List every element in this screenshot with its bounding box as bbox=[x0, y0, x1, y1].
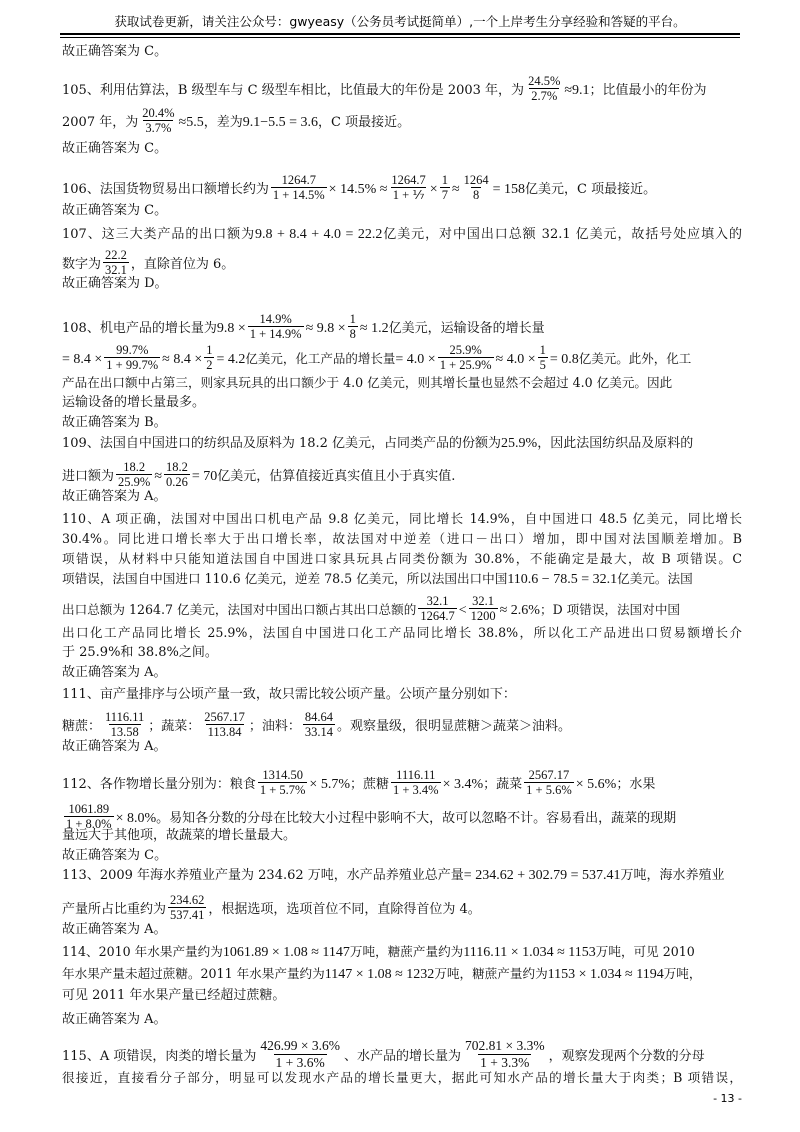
answer-text: 故正确答案为 A。 bbox=[62, 665, 167, 680]
answer-line bbox=[62, 920, 742, 942]
numerator: 1 bbox=[206, 343, 213, 357]
text: ，根据选项，选项首位不同，直除得首位为 4。 bbox=[208, 902, 481, 917]
text: 糖蔗： bbox=[62, 719, 102, 734]
fraction bbox=[104, 343, 160, 372]
text: 115、A 项错误，肉类的增长量为 bbox=[62, 1049, 257, 1064]
denominator: 32.1 bbox=[105, 263, 127, 277]
math: × 8.0% bbox=[115, 811, 157, 826]
text: 107、这三大类产品的出口额为 bbox=[62, 227, 256, 242]
math: 1061.89 × 1.08 ≈ 1147 bbox=[222, 945, 350, 960]
q108-line-1 bbox=[62, 312, 742, 341]
fraction bbox=[303, 710, 335, 739]
denominator: 537.41 bbox=[170, 908, 205, 922]
q110-line-6 bbox=[62, 623, 742, 645]
q110-line-1 bbox=[62, 509, 742, 531]
math: ≈ 8.4 × bbox=[162, 352, 203, 367]
text: 亿美元，化工产品的增长量 bbox=[245, 351, 396, 366]
numerator: 99.7% bbox=[116, 343, 149, 357]
text: 110、A 项正确，法国对中国出口机电产品 9.8 亿美元，同比增长 14.9%，自中国进口 48.5 亿美元，同比增长 bbox=[62, 511, 742, 526]
text: 万吨，糖蔗产量约为 bbox=[434, 966, 548, 981]
fraction bbox=[103, 248, 129, 277]
numerator: 2567.17 bbox=[528, 768, 570, 782]
q113-line-2 bbox=[62, 893, 742, 922]
answer-text: 故正确答案为 A。 bbox=[62, 1012, 167, 1027]
text: 。观察量级，很明显蔗糖＞蔬菜＞油料。 bbox=[337, 719, 572, 734]
text: 亿美元，运输设备的增长量 bbox=[388, 321, 545, 336]
answer-text: 故正确答案为 C。 bbox=[62, 44, 168, 59]
q115-line-1 bbox=[62, 1038, 742, 1070]
denominator: 5 bbox=[539, 358, 546, 372]
math: ≈ bbox=[154, 469, 162, 484]
text: 亿美元，估算值接近真实值且小于真实值. bbox=[217, 469, 456, 484]
denominator: 1 + 3.4% bbox=[393, 783, 439, 797]
numerator: 20.4% bbox=[142, 106, 175, 120]
text: 可见 2011 年水果产量已经超过蔗糖。 bbox=[62, 988, 286, 1003]
text: ；蔗糖 bbox=[349, 777, 389, 792]
answer-line bbox=[62, 487, 742, 509]
numerator: 426.99 × 3.6% bbox=[260, 1038, 340, 1053]
q108-line-3 bbox=[62, 373, 742, 395]
text: 108、机电产品的增长量为 bbox=[62, 321, 217, 336]
q107-line-1 bbox=[62, 225, 742, 247]
answer-text: 故正确答案为 A。 bbox=[62, 489, 167, 504]
q108-line-4 bbox=[62, 393, 742, 415]
denominator: 1 + 3.3% bbox=[480, 1055, 530, 1070]
denominator: 2.7% bbox=[531, 89, 558, 103]
denominator: 1 + 14.5% bbox=[272, 188, 325, 202]
fraction bbox=[258, 768, 308, 797]
text: 产品在出口额中占第三，则家具玩具的出口额少于 4.0 亿美元，则其增长量也显然不会超过 4.0 亿美元。因此 bbox=[62, 375, 673, 390]
math: 9.8 × bbox=[216, 321, 246, 336]
numerator: 1314.50 bbox=[262, 768, 303, 782]
numerator: 18.2 bbox=[166, 460, 188, 474]
numerator: 1 bbox=[441, 173, 448, 187]
q108-line-2 bbox=[62, 343, 742, 372]
answer-text: 故正确答案为 A。 bbox=[62, 922, 167, 937]
math: = 4.0 × bbox=[395, 352, 436, 367]
numerator: 234.62 bbox=[170, 893, 205, 907]
denominator: 8 bbox=[349, 327, 356, 341]
numerator: 1264 bbox=[463, 173, 489, 187]
fraction bbox=[103, 710, 146, 739]
text: 亿美元，对中国出口总额 32.1 亿美元，故括号处应填入的 bbox=[382, 227, 743, 242]
text: ，观察发现两个分数的分母 bbox=[548, 1049, 705, 1064]
q112-line-1 bbox=[62, 768, 742, 797]
text: 万吨，糖蔗产量约为 bbox=[349, 944, 464, 959]
text: 很接近，直接看分子部分，明显可以发现水产品的增长量更大，据此可知水产品的增长量大于肉类；B 项错误， bbox=[62, 1070, 742, 1085]
q105-line-1 bbox=[62, 74, 742, 103]
math: = 4.2 bbox=[216, 352, 246, 367]
text: 于 25.9%和 38.8%之间。 bbox=[62, 645, 218, 660]
text: 年水果产量未超过蔗糖。2011 年水果产量约为 bbox=[62, 966, 325, 981]
answer-text: 故正确答案为 A。 bbox=[62, 739, 167, 754]
math: < bbox=[458, 603, 467, 618]
answer-text: 故正确答案为 C。 bbox=[62, 203, 168, 218]
text: 项错误，法国自中国进口 110.6 亿美元，逆差 78.5 亿美元，所以法国出口中国 bbox=[62, 571, 508, 586]
fraction bbox=[391, 768, 441, 797]
fraction bbox=[271, 173, 327, 202]
denominator: 1 + ⅐ bbox=[392, 188, 425, 202]
fraction bbox=[116, 460, 152, 489]
math: = 0.8 bbox=[549, 352, 579, 367]
q110-line-7 bbox=[62, 643, 742, 665]
text: 产量所占比重约为 bbox=[62, 902, 167, 917]
q110-line-4 bbox=[62, 569, 742, 591]
numerator: 25.9% bbox=[449, 343, 482, 357]
denominator: 1264.7 bbox=[420, 609, 455, 623]
denominator: 25.9% bbox=[118, 475, 151, 489]
fraction bbox=[202, 710, 247, 739]
text: 114、2010 年水果产量约为 bbox=[62, 944, 223, 959]
denominator: 1 + 14.9% bbox=[249, 327, 302, 341]
q114-line-2 bbox=[62, 964, 742, 986]
fraction bbox=[348, 312, 358, 341]
text: ，C 项最接近。 bbox=[318, 115, 411, 130]
denominator: 113.84 bbox=[207, 725, 242, 739]
text: 2007 年，为 bbox=[62, 115, 139, 130]
numerator: 1116.11 bbox=[396, 768, 436, 782]
text: 111、亩产量排序与公顷产量一致，故只需比较公顷产量。公顷产量分别如下： bbox=[62, 687, 516, 702]
answer-line bbox=[62, 42, 742, 64]
numerator: 24.5% bbox=[528, 74, 561, 88]
answer-line bbox=[62, 1010, 742, 1032]
denominator: 7 bbox=[441, 188, 448, 202]
answer-line bbox=[62, 846, 742, 868]
q111-line-1 bbox=[62, 685, 742, 707]
text: 运输设备的增长量最多。 bbox=[62, 395, 206, 410]
math: ≈ 9.8 × bbox=[305, 321, 346, 336]
text: 30.4%。同比进口增长率大于出口增长率，故法国对中逆差（进口－出口）增加，即中国对法国顺差增加。B bbox=[62, 531, 742, 546]
q114-line-1 bbox=[62, 942, 742, 964]
fraction bbox=[204, 343, 214, 372]
fraction bbox=[524, 768, 574, 797]
header-rule bbox=[60, 33, 740, 35]
math: 1153 × 1.034 ≈ 1194 bbox=[547, 967, 664, 982]
text: ；水果 bbox=[616, 777, 656, 792]
q114-line-3 bbox=[62, 986, 742, 1008]
text: 项错误，从材料中只能知道法国自中国进口家具玩具占同类份额为 30.8%，不能确定是最大，故 B 项错误。C bbox=[62, 551, 742, 566]
fraction bbox=[440, 173, 450, 202]
math: 1147 × 1.08 ≈ 1232 bbox=[324, 967, 435, 982]
numerator: 32.1 bbox=[472, 594, 495, 608]
denominator: 1 + 99.7% bbox=[106, 358, 159, 372]
denominator: 1 + 3.6% bbox=[275, 1055, 325, 1070]
numerator: 18.2 bbox=[123, 460, 146, 474]
text: 万吨， bbox=[663, 966, 702, 981]
math: × 5.6% bbox=[575, 777, 617, 792]
text: 105、利用估算法，B 级型车与 C 级型车相比，比值最大的年份是 2003 年，为 bbox=[62, 83, 525, 98]
denominator: 3.7% bbox=[145, 121, 172, 135]
answer-text: 故正确答案为 B。 bbox=[62, 415, 167, 430]
q110-line-5 bbox=[62, 594, 742, 623]
fraction bbox=[140, 106, 176, 135]
answer-line bbox=[62, 201, 742, 223]
denominator: 33.14 bbox=[304, 725, 334, 739]
math: = 8.4 × bbox=[62, 352, 103, 367]
math: = 158 bbox=[492, 182, 526, 197]
math: = 234.62 + 302.79 = 537.41 bbox=[463, 868, 621, 883]
fraction bbox=[469, 594, 498, 623]
q106-line-1 bbox=[62, 173, 742, 202]
text: 亿美元。此外，化工 bbox=[578, 351, 692, 366]
fraction bbox=[258, 1038, 342, 1071]
answer-text: 故正确答案为 D。 bbox=[62, 276, 168, 291]
numerator: 702.81 × 3.3% bbox=[464, 1038, 545, 1053]
math: ≈ 2.6% bbox=[499, 603, 540, 618]
math: ≈ 4.0 × bbox=[495, 352, 536, 367]
text: ；油料： bbox=[248, 719, 301, 734]
text: ；蔬菜 bbox=[483, 777, 523, 792]
text: 万吨，海水养殖业 bbox=[620, 868, 725, 883]
math: ≈5.5 bbox=[178, 115, 204, 130]
fraction bbox=[463, 1038, 547, 1071]
math: 9.8 + 8.4 + 4.0 = 22.2 bbox=[255, 227, 383, 242]
text: 112、各作物增长量分别为：粮食 bbox=[62, 777, 256, 792]
denominator: 13.58 bbox=[110, 725, 139, 739]
answer-line bbox=[62, 139, 742, 161]
numerator: 2567.17 bbox=[204, 710, 245, 724]
fraction bbox=[389, 173, 427, 202]
numerator: 22.2 bbox=[105, 248, 127, 262]
text: 113、2009 年海水养殖业产量为 234.62 万吨，水产品养殖业总产量 bbox=[62, 868, 464, 883]
q110-line-3 bbox=[62, 549, 742, 571]
numerator: 14.9% bbox=[259, 312, 292, 326]
fraction bbox=[462, 173, 491, 202]
text: 量远大于其他项，故蔬菜的增长量最大。 bbox=[62, 828, 297, 843]
math: ≈9.1 bbox=[564, 83, 590, 98]
answer-line bbox=[62, 737, 742, 759]
text: 进口额为 bbox=[62, 469, 115, 484]
numerator: 1116.11 bbox=[105, 710, 145, 724]
q110-line-2 bbox=[62, 529, 742, 551]
text: 数字为 bbox=[62, 257, 102, 272]
q112-line-2 bbox=[62, 802, 742, 831]
answer-text: 故正确答案为 C。 bbox=[62, 848, 168, 863]
fraction bbox=[418, 594, 456, 623]
text: 出口化工产品同比增长 25.9%，法国自中国进口化工产品同比增长 38.8%，所以化工产品进出口贸易额增长介 bbox=[62, 625, 742, 640]
numerator: 1061.89 bbox=[68, 802, 110, 816]
fraction bbox=[164, 460, 190, 489]
q109-line-2 bbox=[62, 460, 742, 489]
fraction bbox=[168, 893, 206, 922]
q115-line-2 bbox=[62, 1068, 742, 1090]
numerator: 84.64 bbox=[304, 710, 334, 724]
math: 110.6 − 78.5 = 32.1 bbox=[507, 572, 618, 587]
denominator: 2 bbox=[206, 358, 213, 372]
math: × bbox=[429, 182, 438, 197]
math: 25.9% bbox=[501, 436, 538, 451]
fraction bbox=[438, 343, 494, 372]
fraction bbox=[538, 343, 548, 372]
numerator: 32.1 bbox=[426, 594, 449, 608]
page-number: - 13 - bbox=[713, 1092, 742, 1105]
q113-line-1 bbox=[62, 866, 742, 888]
q109-line-1 bbox=[62, 434, 742, 456]
text: ，直除首位为 6。 bbox=[130, 257, 235, 272]
q111-line-2 bbox=[62, 710, 742, 739]
numerator: 1264.7 bbox=[391, 173, 426, 187]
text: 106、法国货物贸易出口额增长约为 bbox=[62, 182, 269, 197]
math: ≈ 1.2 bbox=[359, 321, 389, 336]
text: ；蔬菜： bbox=[148, 719, 201, 734]
numerator: 1264.7 bbox=[281, 173, 316, 187]
text: ；D 项错误，法国对中国 bbox=[539, 602, 681, 617]
text: 。易知各分数的分母在比较大小过程中影响不大，故可以忽略不计。容易看出，蔬菜的现期 bbox=[156, 811, 677, 826]
text: 亿美元。法国 bbox=[617, 571, 693, 586]
answer-line bbox=[62, 663, 742, 685]
text: 109、法国自中国进口的纺织品及原料为 18.2 亿美元，占同类产品的份额为 bbox=[62, 436, 502, 451]
denominator: 1 + 25.9% bbox=[439, 358, 492, 372]
text: 、水产品的增长量为 bbox=[343, 1049, 461, 1064]
math: × 14.5% ≈ bbox=[328, 182, 388, 197]
math: 9.1−5.5 = 3.6 bbox=[242, 115, 319, 130]
header-rule-thin bbox=[60, 37, 740, 38]
math: × 3.4% bbox=[442, 777, 484, 792]
denominator: 0.26 bbox=[166, 475, 188, 489]
q107-line-2 bbox=[62, 248, 742, 277]
math: × 5.7% bbox=[309, 777, 350, 792]
answer-text: 故正确答案为 C。 bbox=[62, 141, 168, 156]
text: 万吨，可见 2010 bbox=[595, 944, 695, 959]
denominator: 1 + 8.0% bbox=[66, 817, 112, 831]
math: ≈ bbox=[451, 182, 460, 197]
numerator: 1 bbox=[539, 343, 546, 357]
fraction bbox=[526, 74, 562, 103]
text: 亿美元，C 项最接近。 bbox=[525, 182, 657, 197]
denominator: 1200 bbox=[470, 609, 496, 623]
answer-line bbox=[62, 274, 742, 296]
denominator: 1 + 5.6% bbox=[526, 783, 572, 797]
text: 出口总额为 1264.7 亿美元，法国对中国出口额占其出口总额的 bbox=[62, 602, 417, 617]
text: ；比值最小的年份为 bbox=[589, 83, 707, 98]
text: ，因此法国纺织品及原料的 bbox=[537, 436, 694, 451]
denominator: 1 + 5.7% bbox=[259, 783, 306, 797]
math: 1116.11 × 1.034 ≈ 1153 bbox=[463, 945, 596, 960]
page-header: 获取试卷更新，请关注公众号：gwyeasy（公务员考试挺简单）,一个上岸考生分享经验和答疑的平台。 bbox=[114, 14, 686, 29]
q112-line-3 bbox=[62, 826, 742, 848]
q105-line-2 bbox=[62, 106, 742, 135]
fraction bbox=[248, 312, 304, 341]
numerator: 1 bbox=[349, 312, 356, 326]
text: ，差为 bbox=[203, 115, 243, 130]
denominator: 8 bbox=[473, 188, 480, 202]
answer-line bbox=[62, 413, 742, 435]
math: = 70 bbox=[191, 469, 218, 484]
